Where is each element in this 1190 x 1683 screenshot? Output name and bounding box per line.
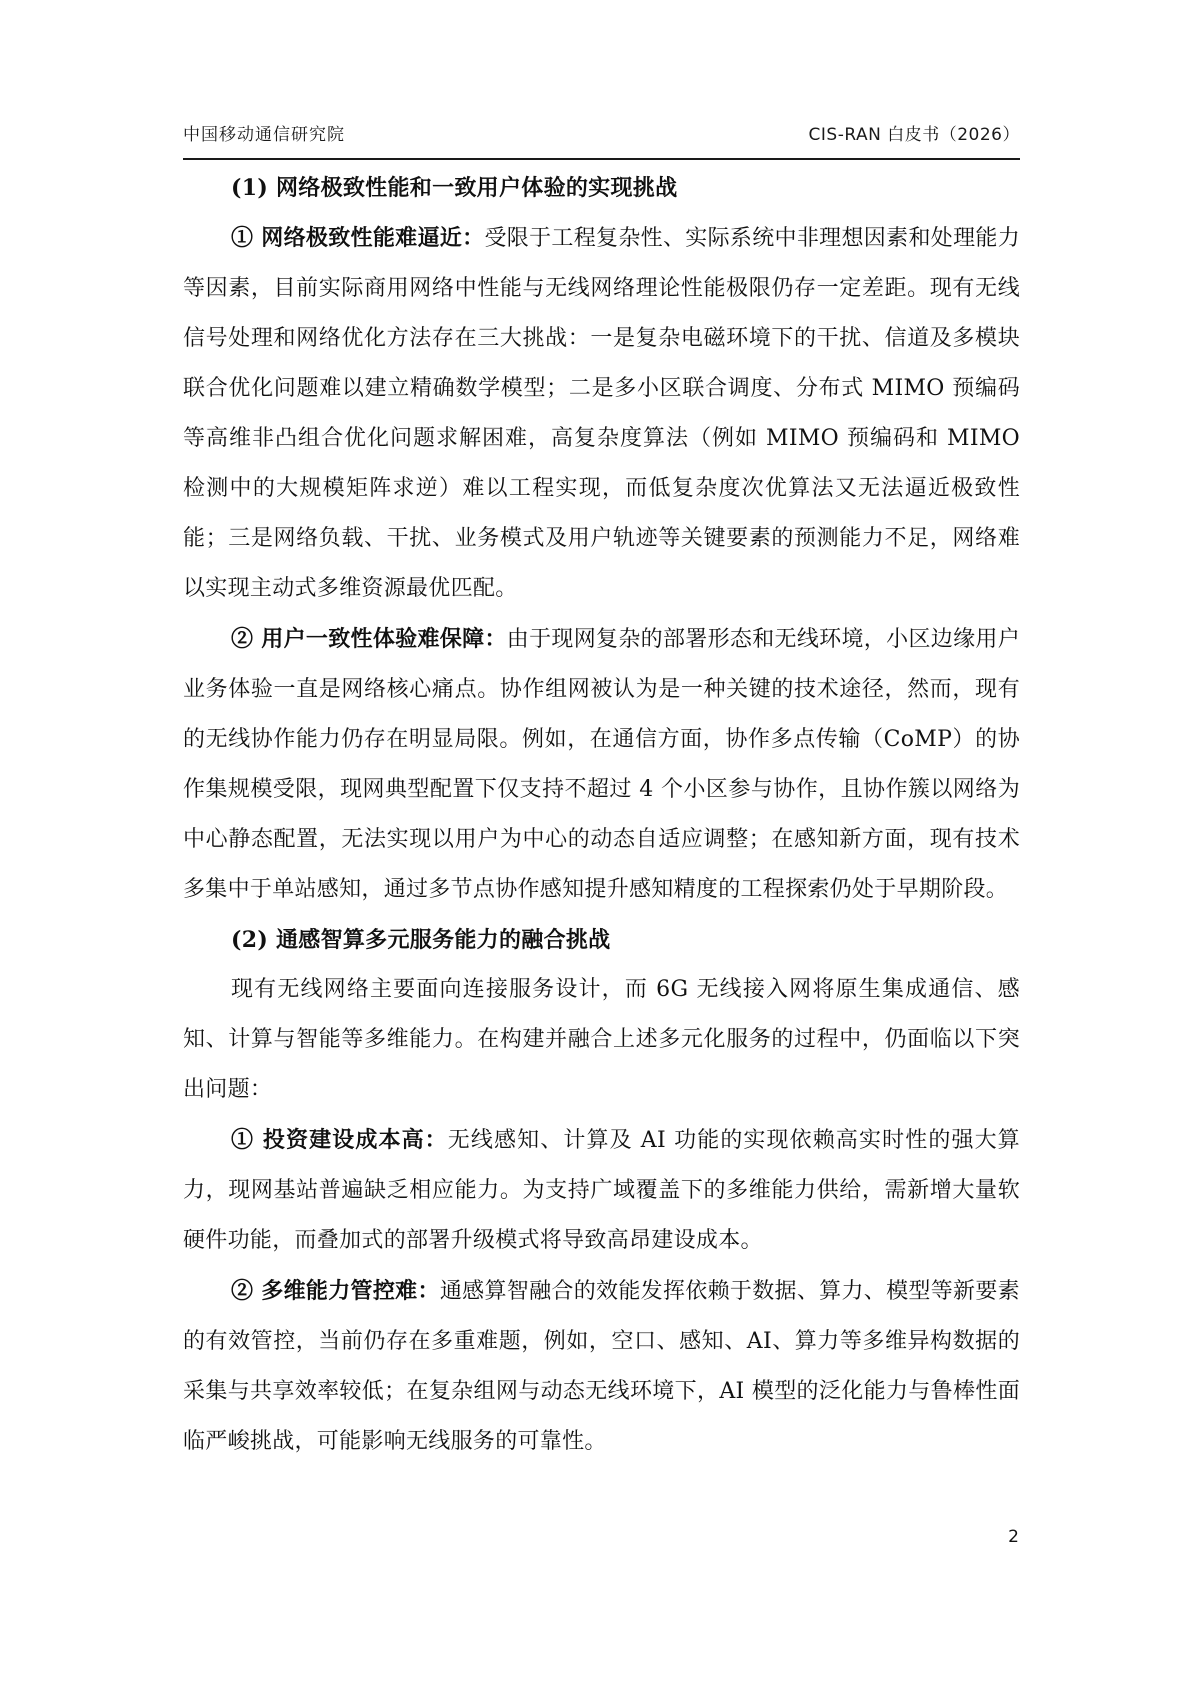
page-number: 2	[1008, 1527, 1019, 1547]
paragraph-network-performance	[183, 213, 1020, 614]
paragraph-capability-management	[183, 1266, 1020, 1467]
section-heading-1: (1) 网络极致性能和一致用户体验的实现挑战	[231, 175, 678, 201]
paragraph-text: 无线感知、计算及 AI 功能的实现依赖高实时性的强大算力，现网基站普遍缺乏相应能力。为支持广域覆盖下的多维能力供给，需新增大量软硬件功能，而叠加式的部署升级模式将导致高昂建设成本。	[183, 1128, 1020, 1253]
section-heading-2: (2) 通感智算多元服务能力的融合挑战	[231, 927, 611, 953]
page-header	[183, 120, 1020, 146]
header-divider	[183, 158, 1020, 160]
paragraph-lead: ② 多维能力管控难：	[231, 1278, 440, 1304]
paragraph-lead: ① 投资建设成本高：	[231, 1127, 448, 1153]
paragraph-investment-cost	[183, 1115, 1020, 1266]
paragraph-user-experience	[183, 614, 1020, 915]
paragraph-text: 通感算智融合的效能发挥依赖于数据、算力、模型等新要素的有效管控，当前仍存在多重难题，例如，空口、感知、AI、算力等多维异构数据的采集与共享效率较低；在复杂组网与动态无线环境下，AI 模型的泛化能力与鲁棒性面临严峻挑战，可能影响无线服务的可靠性。	[183, 1279, 1020, 1454]
paragraph-text: 受限于工程复杂性、实际系统中非理想因素和处理能力等因素，目前实际商用网络中性能与无线网络理论性能极限仍存一定差距。现有无线信号处理和网络优化方法存在三大挑战：一是复杂电磁环境下的干扰、信道及多模块联合优化问题难以建立精确数学模型；二是多小区联合调度、分布式 MIMO 预编码等高维非凸组合优化问题求解困难，高复杂度算法（例如 MIMO 预编码和 MIMO 检测中的大规模矩阵求逆）难以工程实现，而低复杂度次优算法又无法逼近极致性能；三是网络负载、干扰、业务模式及用户轨迹等关键要素的预测能力不足，网络难以实现主动式多维资源最优匹配。	[183, 226, 1021, 601]
paragraph-lead: ② 用户一致性体验难保障：	[231, 626, 507, 652]
paragraph-intro: 现有无线网络主要面向连接服务设计，而 6G 无线接入网将原生集成通信、感知、计算与智能等多维能力。在构建并融合上述多元化服务的过程中，仍面临以下突出问题：	[183, 977, 1020, 1102]
header-organization: 中国移动通信研究院	[183, 125, 345, 145]
paragraph-lead: ① 网络极致性能难逼近：	[231, 225, 485, 251]
document-body	[183, 163, 1020, 1467]
paragraph-text: 由于现网复杂的部署形态和无线环境，小区边缘用户业务体验一直是网络核心痛点。协作组网被认为是一种关键的技术途径，然而，现有的无线协作能力仍存在明显局限。例如，在通信方面，协作多点传输（CoMP）的协作集规模受限，现网典型配置下仅支持不超过 4 个小区参与协作，且协作簇以网络为中心静态配置，无法实现以用户为中心的动态自适应调整；在感知新方面，现有技术多集中于单站感知，通过多节点协作感知提升感知精度的工程探索仍处于早期阶段。	[183, 627, 1021, 902]
header-document-title: CIS-RAN 白皮书（2026）	[808, 125, 1020, 145]
